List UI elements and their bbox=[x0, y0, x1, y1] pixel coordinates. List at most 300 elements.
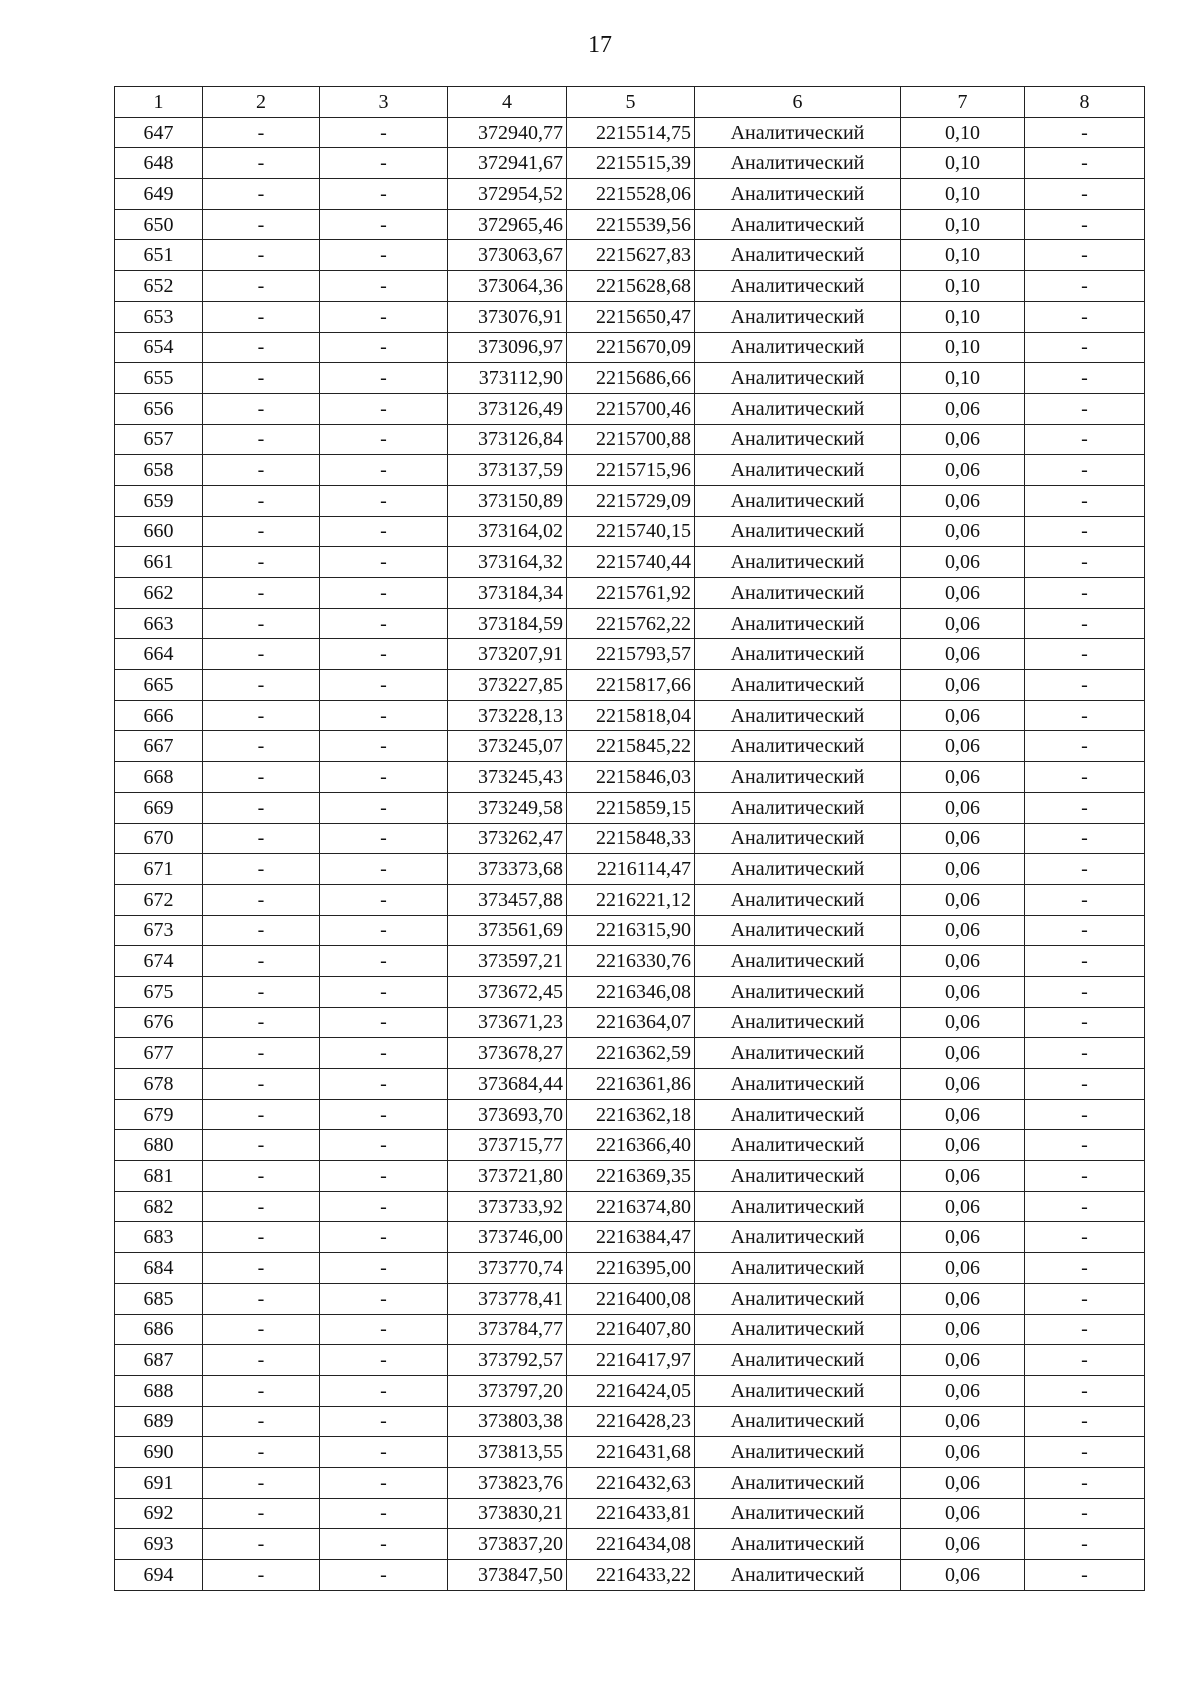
col-8-value-cell: - bbox=[1025, 485, 1145, 516]
col-3-value-cell: - bbox=[320, 1007, 448, 1038]
point-number-cell: 692 bbox=[115, 1498, 203, 1529]
accuracy-cell: 0,06 bbox=[901, 884, 1025, 915]
method-cell: Аналитический bbox=[695, 1345, 901, 1376]
accuracy-cell: 0,06 bbox=[901, 1253, 1025, 1284]
x-coordinate-cell: 373672,45 bbox=[448, 976, 567, 1007]
col-3-value-cell: - bbox=[320, 1437, 448, 1468]
y-coordinate-cell: 2215761,92 bbox=[567, 578, 695, 609]
col-8-value-cell: - bbox=[1025, 301, 1145, 332]
col-8-value-cell: - bbox=[1025, 1130, 1145, 1161]
y-coordinate-cell: 2215817,66 bbox=[567, 670, 695, 701]
col-2-value-cell: - bbox=[203, 1283, 320, 1314]
table-row bbox=[115, 301, 1145, 332]
accuracy-cell: 0,06 bbox=[901, 976, 1025, 1007]
method-cell: Аналитический bbox=[695, 301, 901, 332]
y-coordinate-cell: 2216428,23 bbox=[567, 1406, 695, 1437]
col-8-value-cell: - bbox=[1025, 363, 1145, 394]
method-cell: Аналитический bbox=[695, 363, 901, 394]
col-3-value-cell: - bbox=[320, 1375, 448, 1406]
col-2-value-cell: - bbox=[203, 455, 320, 486]
col-8-value-cell: - bbox=[1025, 731, 1145, 762]
x-coordinate-cell: 373096,97 bbox=[448, 332, 567, 363]
accuracy-cell: 0,10 bbox=[901, 332, 1025, 363]
method-cell: Аналитический bbox=[695, 1314, 901, 1345]
col-3-value-cell: - bbox=[320, 516, 448, 547]
table-header bbox=[115, 87, 1145, 118]
x-coordinate-cell: 373063,67 bbox=[448, 240, 567, 271]
table-row bbox=[115, 1467, 1145, 1498]
method-cell: Аналитический bbox=[695, 516, 901, 547]
table-row bbox=[115, 1161, 1145, 1192]
accuracy-cell: 0,10 bbox=[901, 117, 1025, 148]
col-8-value-cell: - bbox=[1025, 1467, 1145, 1498]
method-cell: Аналитический bbox=[695, 1038, 901, 1069]
method-cell: Аналитический bbox=[695, 240, 901, 271]
x-coordinate-cell: 373245,43 bbox=[448, 762, 567, 793]
column-header-2: 2 bbox=[203, 87, 320, 118]
y-coordinate-cell: 2216362,18 bbox=[567, 1099, 695, 1130]
col-8-value-cell: - bbox=[1025, 854, 1145, 885]
col-3-value-cell: - bbox=[320, 148, 448, 179]
table-row bbox=[115, 209, 1145, 240]
x-coordinate-cell: 373126,84 bbox=[448, 424, 567, 455]
col-2-value-cell: - bbox=[203, 148, 320, 179]
accuracy-cell: 0,06 bbox=[901, 1498, 1025, 1529]
col-2-value-cell: - bbox=[203, 1437, 320, 1468]
x-coordinate-cell: 372954,52 bbox=[448, 179, 567, 210]
col-3-value-cell: - bbox=[320, 1130, 448, 1161]
col-2-value-cell: - bbox=[203, 117, 320, 148]
point-number-cell: 649 bbox=[115, 179, 203, 210]
col-8-value-cell: - bbox=[1025, 332, 1145, 363]
col-2-value-cell: - bbox=[203, 700, 320, 731]
y-coordinate-cell: 2215715,96 bbox=[567, 455, 695, 486]
y-coordinate-cell: 2215845,22 bbox=[567, 731, 695, 762]
col-8-value-cell: - bbox=[1025, 547, 1145, 578]
accuracy-cell: 0,10 bbox=[901, 271, 1025, 302]
x-coordinate-cell: 373164,32 bbox=[448, 547, 567, 578]
x-coordinate-cell: 373837,20 bbox=[448, 1529, 567, 1560]
accuracy-cell: 0,06 bbox=[901, 854, 1025, 885]
col-3-value-cell: - bbox=[320, 1253, 448, 1284]
table-row bbox=[115, 271, 1145, 302]
col-8-value-cell: - bbox=[1025, 393, 1145, 424]
method-cell: Аналитический bbox=[695, 762, 901, 793]
col-2-value-cell: - bbox=[203, 884, 320, 915]
accuracy-cell: 0,10 bbox=[901, 209, 1025, 240]
accuracy-cell: 0,10 bbox=[901, 240, 1025, 271]
col-3-value-cell: - bbox=[320, 393, 448, 424]
col-8-value-cell: - bbox=[1025, 209, 1145, 240]
point-number-cell: 659 bbox=[115, 485, 203, 516]
col-3-value-cell: - bbox=[320, 854, 448, 885]
x-coordinate-cell: 373778,41 bbox=[448, 1283, 567, 1314]
accuracy-cell: 0,06 bbox=[901, 1406, 1025, 1437]
table-row bbox=[115, 976, 1145, 1007]
x-coordinate-cell: 373830,21 bbox=[448, 1498, 567, 1529]
y-coordinate-cell: 2216362,59 bbox=[567, 1038, 695, 1069]
col-8-value-cell: - bbox=[1025, 1069, 1145, 1100]
accuracy-cell: 0,06 bbox=[901, 1560, 1025, 1591]
col-2-value-cell: - bbox=[203, 946, 320, 977]
table-row bbox=[115, 1191, 1145, 1222]
column-header-4: 4 bbox=[448, 87, 567, 118]
y-coordinate-cell: 2215514,75 bbox=[567, 117, 695, 148]
col-3-value-cell: - bbox=[320, 117, 448, 148]
table-row bbox=[115, 670, 1145, 701]
col-2-value-cell: - bbox=[203, 1222, 320, 1253]
method-cell: Аналитический bbox=[695, 117, 901, 148]
col-2-value-cell: - bbox=[203, 1069, 320, 1100]
col-3-value-cell: - bbox=[320, 240, 448, 271]
x-coordinate-cell: 373746,00 bbox=[448, 1222, 567, 1253]
method-cell: Аналитический bbox=[695, 1375, 901, 1406]
col-3-value-cell: - bbox=[320, 976, 448, 1007]
point-number-cell: 684 bbox=[115, 1253, 203, 1284]
col-8-value-cell: - bbox=[1025, 608, 1145, 639]
x-coordinate-cell: 373262,47 bbox=[448, 823, 567, 854]
point-number-cell: 661 bbox=[115, 547, 203, 578]
point-number-cell: 654 bbox=[115, 332, 203, 363]
point-number-cell: 672 bbox=[115, 884, 203, 915]
col-2-value-cell: - bbox=[203, 670, 320, 701]
col-3-value-cell: - bbox=[320, 271, 448, 302]
point-number-cell: 679 bbox=[115, 1099, 203, 1130]
accuracy-cell: 0,06 bbox=[901, 1161, 1025, 1192]
col-8-value-cell: - bbox=[1025, 639, 1145, 670]
col-8-value-cell: - bbox=[1025, 424, 1145, 455]
col-2-value-cell: - bbox=[203, 823, 320, 854]
accuracy-cell: 0,06 bbox=[901, 516, 1025, 547]
point-number-cell: 691 bbox=[115, 1467, 203, 1498]
point-number-cell: 648 bbox=[115, 148, 203, 179]
table-row bbox=[115, 1222, 1145, 1253]
col-3-value-cell: - bbox=[320, 578, 448, 609]
table-row bbox=[115, 731, 1145, 762]
method-cell: Аналитический bbox=[695, 1467, 901, 1498]
y-coordinate-cell: 2216400,08 bbox=[567, 1283, 695, 1314]
accuracy-cell: 0,06 bbox=[901, 1529, 1025, 1560]
table-row bbox=[115, 792, 1145, 823]
col-2-value-cell: - bbox=[203, 1253, 320, 1284]
method-cell: Аналитический bbox=[695, 976, 901, 1007]
x-coordinate-cell: 373784,77 bbox=[448, 1314, 567, 1345]
x-coordinate-cell: 373457,88 bbox=[448, 884, 567, 915]
y-coordinate-cell: 2215818,04 bbox=[567, 700, 695, 731]
col-3-value-cell: - bbox=[320, 1191, 448, 1222]
col-2-value-cell: - bbox=[203, 762, 320, 793]
col-2-value-cell: - bbox=[203, 271, 320, 302]
col-2-value-cell: - bbox=[203, 1498, 320, 1529]
y-coordinate-cell: 2216221,12 bbox=[567, 884, 695, 915]
col-8-value-cell: - bbox=[1025, 700, 1145, 731]
col-8-value-cell: - bbox=[1025, 1345, 1145, 1376]
accuracy-cell: 0,10 bbox=[901, 301, 1025, 332]
col-3-value-cell: - bbox=[320, 1069, 448, 1100]
x-coordinate-cell: 373184,59 bbox=[448, 608, 567, 639]
x-coordinate-cell: 373373,68 bbox=[448, 854, 567, 885]
method-cell: Аналитический bbox=[695, 1007, 901, 1038]
x-coordinate-cell: 373164,02 bbox=[448, 516, 567, 547]
table-row bbox=[115, 455, 1145, 486]
table-row bbox=[115, 240, 1145, 271]
table-row bbox=[115, 884, 1145, 915]
point-number-cell: 658 bbox=[115, 455, 203, 486]
y-coordinate-cell: 2215515,39 bbox=[567, 148, 695, 179]
col-2-value-cell: - bbox=[203, 179, 320, 210]
x-coordinate-cell: 373803,38 bbox=[448, 1406, 567, 1437]
x-coordinate-cell: 373245,07 bbox=[448, 731, 567, 762]
method-cell: Аналитический bbox=[695, 179, 901, 210]
col-2-value-cell: - bbox=[203, 792, 320, 823]
point-number-cell: 688 bbox=[115, 1375, 203, 1406]
accuracy-cell: 0,06 bbox=[901, 1007, 1025, 1038]
point-number-cell: 671 bbox=[115, 854, 203, 885]
method-cell: Аналитический bbox=[695, 1222, 901, 1253]
accuracy-cell: 0,06 bbox=[901, 1130, 1025, 1161]
accuracy-cell: 0,06 bbox=[901, 1375, 1025, 1406]
accuracy-cell: 0,10 bbox=[901, 179, 1025, 210]
accuracy-cell: 0,06 bbox=[901, 1345, 1025, 1376]
method-cell: Аналитический bbox=[695, 1253, 901, 1284]
method-cell: Аналитический bbox=[695, 1130, 901, 1161]
table-body bbox=[115, 117, 1145, 1590]
col-2-value-cell: - bbox=[203, 731, 320, 762]
col-8-value-cell: - bbox=[1025, 1099, 1145, 1130]
table-row bbox=[115, 1314, 1145, 1345]
y-coordinate-cell: 2216433,22 bbox=[567, 1560, 695, 1591]
point-number-cell: 677 bbox=[115, 1038, 203, 1069]
table-row bbox=[115, 1038, 1145, 1069]
column-header-3: 3 bbox=[320, 87, 448, 118]
y-coordinate-cell: 2216433,81 bbox=[567, 1498, 695, 1529]
col-8-value-cell: - bbox=[1025, 148, 1145, 179]
method-cell: Аналитический bbox=[695, 1529, 901, 1560]
accuracy-cell: 0,06 bbox=[901, 578, 1025, 609]
col-8-value-cell: - bbox=[1025, 1498, 1145, 1529]
accuracy-cell: 0,06 bbox=[901, 762, 1025, 793]
col-3-value-cell: - bbox=[320, 1283, 448, 1314]
col-2-value-cell: - bbox=[203, 1406, 320, 1437]
point-number-cell: 670 bbox=[115, 823, 203, 854]
col-3-value-cell: - bbox=[320, 670, 448, 701]
accuracy-cell: 0,06 bbox=[901, 485, 1025, 516]
point-number-cell: 694 bbox=[115, 1560, 203, 1591]
method-cell: Аналитический bbox=[695, 485, 901, 516]
col-8-value-cell: - bbox=[1025, 1406, 1145, 1437]
x-coordinate-cell: 372941,67 bbox=[448, 148, 567, 179]
col-3-value-cell: - bbox=[320, 884, 448, 915]
col-8-value-cell: - bbox=[1025, 915, 1145, 946]
accuracy-cell: 0,06 bbox=[901, 608, 1025, 639]
method-cell: Аналитический bbox=[695, 332, 901, 363]
col-3-value-cell: - bbox=[320, 1467, 448, 1498]
col-3-value-cell: - bbox=[320, 547, 448, 578]
col-8-value-cell: - bbox=[1025, 1283, 1145, 1314]
col-8-value-cell: - bbox=[1025, 271, 1145, 302]
y-coordinate-cell: 2216407,80 bbox=[567, 1314, 695, 1345]
point-number-cell: 653 bbox=[115, 301, 203, 332]
col-3-value-cell: - bbox=[320, 946, 448, 977]
col-2-value-cell: - bbox=[203, 915, 320, 946]
x-coordinate-cell: 373184,34 bbox=[448, 578, 567, 609]
accuracy-cell: 0,06 bbox=[901, 639, 1025, 670]
col-2-value-cell: - bbox=[203, 578, 320, 609]
point-number-cell: 681 bbox=[115, 1161, 203, 1192]
point-number-cell: 669 bbox=[115, 792, 203, 823]
table-row bbox=[115, 762, 1145, 793]
point-number-cell: 676 bbox=[115, 1007, 203, 1038]
method-cell: Аналитический bbox=[695, 884, 901, 915]
col-8-value-cell: - bbox=[1025, 1529, 1145, 1560]
point-number-cell: 680 bbox=[115, 1130, 203, 1161]
col-2-value-cell: - bbox=[203, 639, 320, 670]
method-cell: Аналитический bbox=[695, 271, 901, 302]
method-cell: Аналитический bbox=[695, 393, 901, 424]
y-coordinate-cell: 2215528,06 bbox=[567, 179, 695, 210]
point-number-cell: 650 bbox=[115, 209, 203, 240]
col-2-value-cell: - bbox=[203, 1099, 320, 1130]
table-row bbox=[115, 823, 1145, 854]
col-2-value-cell: - bbox=[203, 516, 320, 547]
col-3-value-cell: - bbox=[320, 1161, 448, 1192]
y-coordinate-cell: 2215740,15 bbox=[567, 516, 695, 547]
x-coordinate-cell: 372940,77 bbox=[448, 117, 567, 148]
column-header-1: 1 bbox=[115, 87, 203, 118]
y-coordinate-cell: 2216384,47 bbox=[567, 1222, 695, 1253]
point-number-cell: 666 bbox=[115, 700, 203, 731]
x-coordinate-cell: 373684,44 bbox=[448, 1069, 567, 1100]
y-coordinate-cell: 2216364,07 bbox=[567, 1007, 695, 1038]
y-coordinate-cell: 2215539,56 bbox=[567, 209, 695, 240]
method-cell: Аналитический bbox=[695, 731, 901, 762]
col-3-value-cell: - bbox=[320, 1099, 448, 1130]
table-row bbox=[115, 1007, 1145, 1038]
table-row bbox=[115, 547, 1145, 578]
accuracy-cell: 0,06 bbox=[901, 547, 1025, 578]
col-2-value-cell: - bbox=[203, 393, 320, 424]
table-row bbox=[115, 1130, 1145, 1161]
y-coordinate-cell: 2215846,03 bbox=[567, 762, 695, 793]
y-coordinate-cell: 2215762,22 bbox=[567, 608, 695, 639]
col-8-value-cell: - bbox=[1025, 792, 1145, 823]
point-number-cell: 685 bbox=[115, 1283, 203, 1314]
col-8-value-cell: - bbox=[1025, 455, 1145, 486]
y-coordinate-cell: 2216366,40 bbox=[567, 1130, 695, 1161]
col-2-value-cell: - bbox=[203, 363, 320, 394]
x-coordinate-cell: 373721,80 bbox=[448, 1161, 567, 1192]
col-2-value-cell: - bbox=[203, 301, 320, 332]
y-coordinate-cell: 2215859,15 bbox=[567, 792, 695, 823]
method-cell: Аналитический bbox=[695, 639, 901, 670]
accuracy-cell: 0,06 bbox=[901, 792, 1025, 823]
y-coordinate-cell: 2216431,68 bbox=[567, 1437, 695, 1468]
point-number-cell: 668 bbox=[115, 762, 203, 793]
x-coordinate-cell: 373228,13 bbox=[448, 700, 567, 731]
col-8-value-cell: - bbox=[1025, 516, 1145, 547]
point-number-cell: 664 bbox=[115, 639, 203, 670]
table-row bbox=[115, 700, 1145, 731]
method-cell: Аналитический bbox=[695, 823, 901, 854]
y-coordinate-cell: 2215670,09 bbox=[567, 332, 695, 363]
accuracy-cell: 0,06 bbox=[901, 424, 1025, 455]
x-coordinate-cell: 373137,59 bbox=[448, 455, 567, 486]
col-8-value-cell: - bbox=[1025, 1314, 1145, 1345]
table-row bbox=[115, 915, 1145, 946]
col-8-value-cell: - bbox=[1025, 1437, 1145, 1468]
y-coordinate-cell: 2216417,97 bbox=[567, 1345, 695, 1376]
point-number-cell: 678 bbox=[115, 1069, 203, 1100]
method-cell: Аналитический bbox=[695, 578, 901, 609]
accuracy-cell: 0,06 bbox=[901, 946, 1025, 977]
col-3-value-cell: - bbox=[320, 1498, 448, 1529]
method-cell: Аналитический bbox=[695, 424, 901, 455]
point-number-cell: 657 bbox=[115, 424, 203, 455]
y-coordinate-cell: 2216346,08 bbox=[567, 976, 695, 1007]
point-number-cell: 687 bbox=[115, 1345, 203, 1376]
method-cell: Аналитический bbox=[695, 608, 901, 639]
table-row bbox=[115, 608, 1145, 639]
y-coordinate-cell: 2216315,90 bbox=[567, 915, 695, 946]
col-3-value-cell: - bbox=[320, 1222, 448, 1253]
method-cell: Аналитический bbox=[695, 1069, 901, 1100]
table-row bbox=[115, 117, 1145, 148]
method-cell: Аналитический bbox=[695, 1099, 901, 1130]
table-row bbox=[115, 1253, 1145, 1284]
y-coordinate-cell: 2216432,63 bbox=[567, 1467, 695, 1498]
col-8-value-cell: - bbox=[1025, 240, 1145, 271]
col-2-value-cell: - bbox=[203, 240, 320, 271]
col-8-value-cell: - bbox=[1025, 1007, 1145, 1038]
x-coordinate-cell: 372965,46 bbox=[448, 209, 567, 240]
x-coordinate-cell: 373797,20 bbox=[448, 1375, 567, 1406]
accuracy-cell: 0,06 bbox=[901, 1283, 1025, 1314]
y-coordinate-cell: 2215650,47 bbox=[567, 301, 695, 332]
accuracy-cell: 0,06 bbox=[901, 1467, 1025, 1498]
y-coordinate-cell: 2215628,68 bbox=[567, 271, 695, 302]
point-number-cell: 663 bbox=[115, 608, 203, 639]
method-cell: Аналитический bbox=[695, 148, 901, 179]
col-8-value-cell: - bbox=[1025, 1560, 1145, 1591]
method-cell: Аналитический bbox=[695, 915, 901, 946]
col-2-value-cell: - bbox=[203, 854, 320, 885]
col-8-value-cell: - bbox=[1025, 1253, 1145, 1284]
column-header-8: 8 bbox=[1025, 87, 1145, 118]
col-3-value-cell: - bbox=[320, 1529, 448, 1560]
x-coordinate-cell: 373227,85 bbox=[448, 670, 567, 701]
x-coordinate-cell: 373150,89 bbox=[448, 485, 567, 516]
x-coordinate-cell: 373597,21 bbox=[448, 946, 567, 977]
col-2-value-cell: - bbox=[203, 1038, 320, 1069]
table-row bbox=[115, 1560, 1145, 1591]
col-8-value-cell: - bbox=[1025, 1375, 1145, 1406]
table-row bbox=[115, 1498, 1145, 1529]
col-8-value-cell: - bbox=[1025, 1222, 1145, 1253]
point-number-cell: 682 bbox=[115, 1191, 203, 1222]
x-coordinate-cell: 373693,70 bbox=[448, 1099, 567, 1130]
coordinates-table bbox=[114, 86, 1145, 1591]
y-coordinate-cell: 2216361,86 bbox=[567, 1069, 695, 1100]
method-cell: Аналитический bbox=[695, 946, 901, 977]
y-coordinate-cell: 2215686,66 bbox=[567, 363, 695, 394]
y-coordinate-cell: 2215700,46 bbox=[567, 393, 695, 424]
col-3-value-cell: - bbox=[320, 700, 448, 731]
col-3-value-cell: - bbox=[320, 209, 448, 240]
col-2-value-cell: - bbox=[203, 1529, 320, 1560]
point-number-cell: 674 bbox=[115, 946, 203, 977]
point-number-cell: 655 bbox=[115, 363, 203, 394]
col-3-value-cell: - bbox=[320, 179, 448, 210]
